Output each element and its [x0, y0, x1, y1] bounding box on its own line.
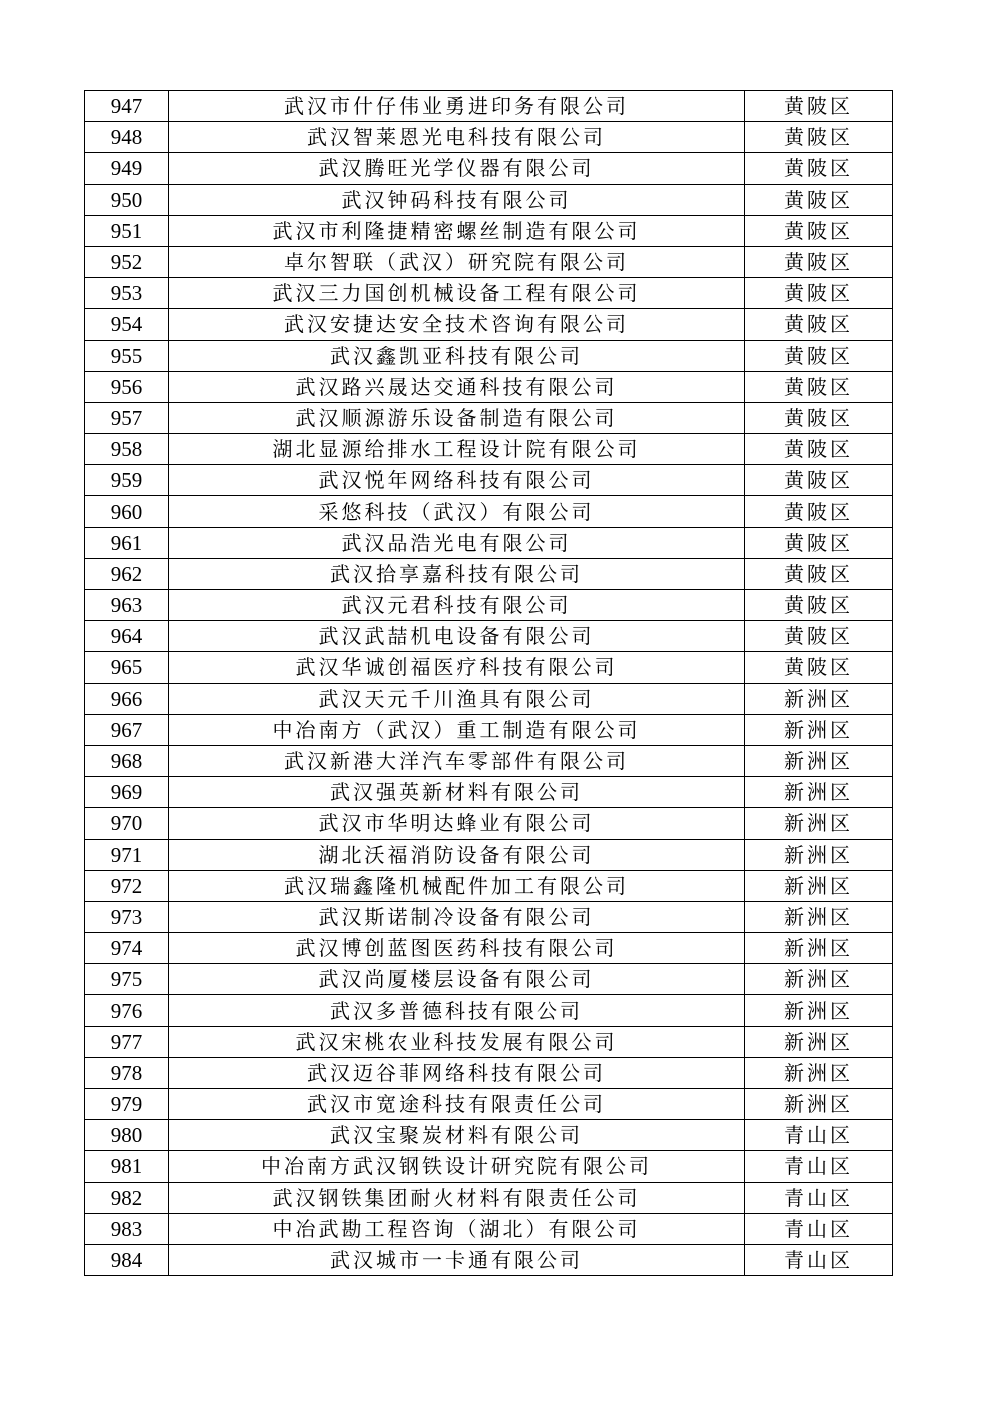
table-row — [85, 184, 893, 215]
district-cell: 黄陂区 — [745, 122, 893, 153]
table-row — [85, 1057, 893, 1088]
company-name-cell: 武汉瑞鑫隆机械配件加工有限公司 — [169, 870, 745, 901]
row-number-cell: 983 — [85, 1213, 169, 1244]
row-number-cell: 958 — [85, 434, 169, 465]
company-list-table — [84, 90, 893, 1276]
table-row — [85, 621, 893, 652]
district-cell: 新洲区 — [745, 745, 893, 776]
district-cell: 新洲区 — [745, 870, 893, 901]
table-row — [85, 745, 893, 776]
company-name-cell: 武汉城市一卡通有限公司 — [169, 1244, 745, 1275]
row-number-cell: 964 — [85, 621, 169, 652]
table-row — [85, 465, 893, 496]
row-number-cell: 970 — [85, 808, 169, 839]
district-cell: 黄陂区 — [745, 278, 893, 309]
row-number-cell: 978 — [85, 1057, 169, 1088]
row-number-cell: 976 — [85, 995, 169, 1026]
district-cell: 新洲区 — [745, 808, 893, 839]
district-cell: 新洲区 — [745, 683, 893, 714]
company-name-cell: 武汉悦年网络科技有限公司 — [169, 465, 745, 496]
district-cell: 新洲区 — [745, 901, 893, 932]
company-name-cell: 武汉钟码科技有限公司 — [169, 184, 745, 215]
row-number-cell: 981 — [85, 1151, 169, 1182]
table-row — [85, 1151, 893, 1182]
district-cell: 黄陂区 — [745, 340, 893, 371]
company-name-cell: 武汉元君科技有限公司 — [169, 590, 745, 621]
table-row — [85, 402, 893, 433]
table-row — [85, 714, 893, 745]
company-name-cell: 武汉宋桃农业科技发展有限公司 — [169, 1026, 745, 1057]
district-cell: 黄陂区 — [745, 246, 893, 277]
district-cell: 新洲区 — [745, 839, 893, 870]
district-cell: 黄陂区 — [745, 153, 893, 184]
district-cell: 黄陂区 — [745, 527, 893, 558]
company-name-cell: 武汉尚厦楼层设备有限公司 — [169, 964, 745, 995]
row-number-cell: 953 — [85, 278, 169, 309]
row-number-cell: 966 — [85, 683, 169, 714]
company-name-cell: 武汉市利隆捷精密螺丝制造有限公司 — [169, 215, 745, 246]
district-cell: 新洲区 — [745, 714, 893, 745]
table-row — [85, 122, 893, 153]
row-number-cell: 956 — [85, 371, 169, 402]
row-number-cell: 975 — [85, 964, 169, 995]
table-row — [85, 215, 893, 246]
district-cell: 黄陂区 — [745, 465, 893, 496]
table-body — [85, 91, 893, 1276]
company-name-cell: 武汉路兴晟达交通科技有限公司 — [169, 371, 745, 402]
row-number-cell: 948 — [85, 122, 169, 153]
company-name-cell: 武汉市华明达蜂业有限公司 — [169, 808, 745, 839]
company-name-cell: 武汉强英新材料有限公司 — [169, 777, 745, 808]
company-name-cell: 湖北沃福消防设备有限公司 — [169, 839, 745, 870]
district-cell: 黄陂区 — [745, 309, 893, 340]
company-name-cell: 武汉鑫凯亚科技有限公司 — [169, 340, 745, 371]
district-cell: 青山区 — [745, 1151, 893, 1182]
district-cell: 新洲区 — [745, 995, 893, 1026]
row-number-cell: 947 — [85, 91, 169, 122]
table-row — [85, 1244, 893, 1275]
table-row — [85, 683, 893, 714]
company-name-cell: 武汉市什仔伟业勇进印务有限公司 — [169, 91, 745, 122]
table-row — [85, 964, 893, 995]
company-name-cell: 中冶南方（武汉）重工制造有限公司 — [169, 714, 745, 745]
district-cell: 黄陂区 — [745, 371, 893, 402]
row-number-cell: 967 — [85, 714, 169, 745]
district-cell: 青山区 — [745, 1244, 893, 1275]
table-row — [85, 777, 893, 808]
company-name-cell: 武汉腾旺光学仪器有限公司 — [169, 153, 745, 184]
company-name-cell: 武汉斯诺制冷设备有限公司 — [169, 901, 745, 932]
row-number-cell: 968 — [85, 745, 169, 776]
district-cell: 新洲区 — [745, 1089, 893, 1120]
row-number-cell: 972 — [85, 870, 169, 901]
company-name-cell: 中冶武勘工程咨询（湖北）有限公司 — [169, 1213, 745, 1244]
table-row — [85, 434, 893, 465]
row-number-cell: 965 — [85, 652, 169, 683]
company-name-cell: 武汉宝聚炭材料有限公司 — [169, 1120, 745, 1151]
row-number-cell: 971 — [85, 839, 169, 870]
row-number-cell: 959 — [85, 465, 169, 496]
district-cell: 黄陂区 — [745, 590, 893, 621]
table-row — [85, 652, 893, 683]
row-number-cell: 952 — [85, 246, 169, 277]
table-row — [85, 933, 893, 964]
district-cell: 黄陂区 — [745, 215, 893, 246]
row-number-cell: 982 — [85, 1182, 169, 1213]
table-row — [85, 558, 893, 589]
table-row — [85, 1213, 893, 1244]
table-row — [85, 153, 893, 184]
company-name-cell: 武汉博创蓝图医药科技有限公司 — [169, 933, 745, 964]
district-cell: 新洲区 — [745, 933, 893, 964]
row-number-cell: 977 — [85, 1026, 169, 1057]
company-name-cell: 武汉安捷达安全技术咨询有限公司 — [169, 309, 745, 340]
district-cell: 新洲区 — [745, 964, 893, 995]
table-row — [85, 995, 893, 1026]
table-row — [85, 371, 893, 402]
table-row — [85, 91, 893, 122]
row-number-cell: 962 — [85, 558, 169, 589]
table-row — [85, 901, 893, 932]
company-name-cell: 武汉三力国创机械设备工程有限公司 — [169, 278, 745, 309]
company-name-cell: 卓尔智联（武汉）研究院有限公司 — [169, 246, 745, 277]
row-number-cell: 954 — [85, 309, 169, 340]
district-cell: 黄陂区 — [745, 184, 893, 215]
district-cell: 青山区 — [745, 1213, 893, 1244]
table-row — [85, 527, 893, 558]
company-name-cell: 中冶南方武汉钢铁设计研究院有限公司 — [169, 1151, 745, 1182]
company-name-cell: 武汉天元千川渔具有限公司 — [169, 683, 745, 714]
table-row — [85, 808, 893, 839]
table-row — [85, 309, 893, 340]
row-number-cell: 974 — [85, 933, 169, 964]
district-cell: 黄陂区 — [745, 434, 893, 465]
row-number-cell: 949 — [85, 153, 169, 184]
row-number-cell: 984 — [85, 1244, 169, 1275]
district-cell: 黄陂区 — [745, 558, 893, 589]
table-row — [85, 496, 893, 527]
company-name-cell: 武汉迈谷菲网络科技有限公司 — [169, 1057, 745, 1088]
table-row — [85, 1089, 893, 1120]
row-number-cell: 980 — [85, 1120, 169, 1151]
row-number-cell: 961 — [85, 527, 169, 558]
table-row — [85, 1026, 893, 1057]
table-row — [85, 1120, 893, 1151]
company-name-cell: 武汉新港大洋汽车零部件有限公司 — [169, 745, 745, 776]
district-cell: 黄陂区 — [745, 652, 893, 683]
company-name-cell: 武汉市宽途科技有限责任公司 — [169, 1089, 745, 1120]
district-cell: 黄陂区 — [745, 402, 893, 433]
company-name-cell: 武汉拾享嘉科技有限公司 — [169, 558, 745, 589]
row-number-cell: 973 — [85, 901, 169, 932]
company-name-cell: 武汉华诚创福医疗科技有限公司 — [169, 652, 745, 683]
table-row — [85, 340, 893, 371]
company-name-cell: 武汉钢铁集团耐火材料有限责任公司 — [169, 1182, 745, 1213]
district-cell: 黄陂区 — [745, 496, 893, 527]
row-number-cell: 955 — [85, 340, 169, 371]
district-cell: 黄陂区 — [745, 621, 893, 652]
table-row — [85, 870, 893, 901]
district-cell: 黄陂区 — [745, 91, 893, 122]
row-number-cell: 950 — [85, 184, 169, 215]
company-name-cell: 采悠科技（武汉）有限公司 — [169, 496, 745, 527]
table-row — [85, 246, 893, 277]
district-cell: 新洲区 — [745, 1026, 893, 1057]
company-name-cell: 武汉品浩光电有限公司 — [169, 527, 745, 558]
company-name-cell: 武汉顺源游乐设备制造有限公司 — [169, 402, 745, 433]
district-cell: 青山区 — [745, 1120, 893, 1151]
row-number-cell: 960 — [85, 496, 169, 527]
table-row — [85, 278, 893, 309]
row-number-cell: 957 — [85, 402, 169, 433]
row-number-cell: 963 — [85, 590, 169, 621]
row-number-cell: 969 — [85, 777, 169, 808]
company-name-cell: 武汉智莱恩光电科技有限公司 — [169, 122, 745, 153]
table-row — [85, 839, 893, 870]
table-row — [85, 590, 893, 621]
district-cell: 新洲区 — [745, 777, 893, 808]
company-name-cell: 武汉武喆机电设备有限公司 — [169, 621, 745, 652]
row-number-cell: 979 — [85, 1089, 169, 1120]
district-cell: 青山区 — [745, 1182, 893, 1213]
table-row — [85, 1182, 893, 1213]
district-cell: 新洲区 — [745, 1057, 893, 1088]
row-number-cell: 951 — [85, 215, 169, 246]
company-name-cell: 武汉多普德科技有限公司 — [169, 995, 745, 1026]
company-name-cell: 湖北显源给排水工程设计院有限公司 — [169, 434, 745, 465]
